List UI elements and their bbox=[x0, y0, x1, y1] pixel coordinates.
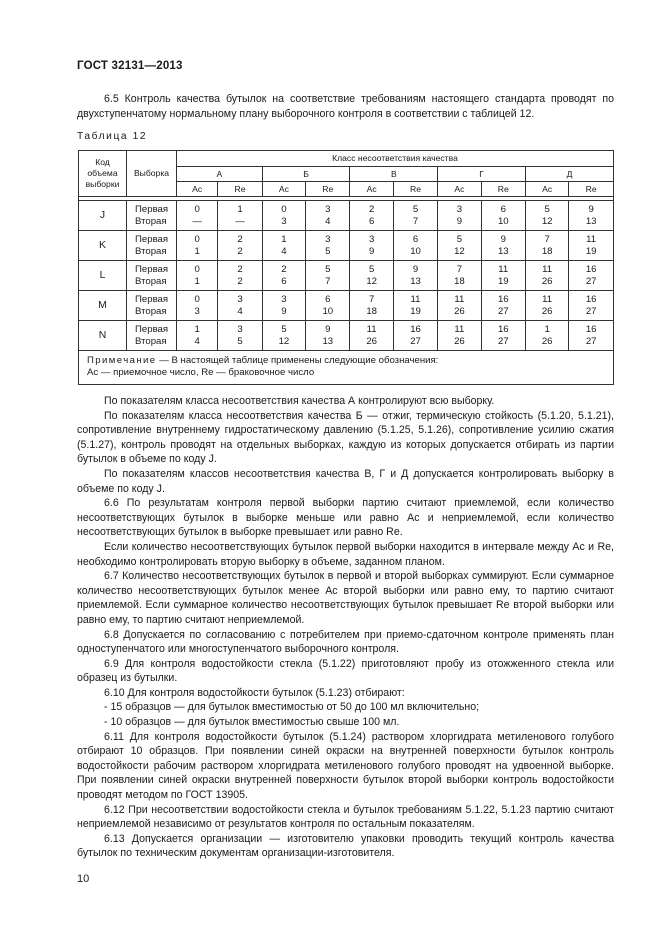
table-row bbox=[79, 231, 614, 261]
value-first: 3 bbox=[325, 233, 331, 245]
header-re: Re bbox=[306, 182, 350, 197]
cell-ac bbox=[525, 261, 568, 291]
table-header-row bbox=[79, 151, 614, 167]
cell-ac bbox=[177, 291, 218, 321]
value-first: 16 bbox=[585, 323, 597, 335]
value-first: 7 bbox=[368, 293, 375, 305]
kind-first: Первая bbox=[135, 233, 169, 245]
value-second: 13 bbox=[497, 245, 509, 257]
value-second: 12 bbox=[454, 245, 465, 257]
value-second: 18 bbox=[454, 275, 465, 287]
value-second: 27 bbox=[585, 275, 597, 287]
value-second: 4 bbox=[194, 335, 200, 347]
value-second: 10 bbox=[497, 215, 509, 227]
value-first: 3 bbox=[325, 203, 331, 215]
cell-code: N bbox=[79, 321, 127, 351]
value-second: 26 bbox=[541, 305, 553, 317]
cell-ac bbox=[262, 201, 305, 231]
kind-first: Первая bbox=[135, 203, 169, 215]
value-second: 4 bbox=[325, 215, 331, 227]
table-row bbox=[79, 321, 614, 351]
value-first: 6 bbox=[412, 233, 419, 245]
note-text: — В настоящей таблице применены следующие обозначения: bbox=[156, 355, 439, 367]
value-second: 1 bbox=[194, 275, 200, 287]
value-first: 9 bbox=[412, 263, 419, 275]
value-first: 2 bbox=[368, 203, 375, 215]
page-number: 10 bbox=[77, 873, 90, 885]
cell-ac bbox=[350, 231, 393, 261]
body-text bbox=[77, 394, 614, 861]
cell-ac bbox=[438, 201, 481, 231]
list-item: - 15 образцов — для бутылок вместимостью от 50 до 100 мл включительно; bbox=[104, 701, 480, 714]
value-second: 19 bbox=[497, 275, 509, 287]
header-re: Re bbox=[569, 182, 614, 197]
value-first: 16 bbox=[585, 263, 597, 275]
value-first: 11 bbox=[542, 263, 553, 275]
cell-kind bbox=[127, 291, 177, 321]
value-first: 1 bbox=[544, 323, 550, 335]
header-ac: Ac bbox=[262, 182, 305, 197]
value-second: 18 bbox=[366, 305, 377, 317]
value-first: 11 bbox=[366, 323, 377, 335]
cell-kind bbox=[127, 261, 177, 291]
cell-ac bbox=[525, 201, 568, 231]
cell-code: J bbox=[79, 201, 127, 231]
kind-first: Первая bbox=[135, 263, 169, 275]
value-second: 26 bbox=[366, 335, 377, 347]
paragraph-6-9: 6.9 Для контроля водостойкости стекла (5.1.22) приготовляют пробу из отожженного стекла или образец из бутылки. bbox=[77, 657, 614, 685]
cell-re bbox=[569, 261, 614, 291]
value-second: 9 bbox=[281, 305, 287, 317]
header-ac: Ac bbox=[350, 182, 393, 197]
cell-re bbox=[306, 201, 350, 231]
cell-re bbox=[481, 261, 525, 291]
paragraph: По показателям класса несоответствия качества А контролируют всю выборку. bbox=[104, 395, 495, 407]
value-second: 5 bbox=[325, 245, 331, 257]
value-second: 13 bbox=[410, 275, 421, 287]
value-second: 27 bbox=[410, 335, 421, 347]
value-first: 11 bbox=[454, 293, 465, 305]
cell-ac bbox=[438, 321, 481, 351]
kind-second: Вторая bbox=[135, 275, 167, 287]
table-row bbox=[79, 291, 614, 321]
cell-code: K bbox=[79, 231, 127, 261]
value-first: 7 bbox=[456, 263, 463, 275]
header-class-group: Класс несоответствия качества bbox=[177, 151, 614, 167]
paragraph-6-5: 6.5 Контроль качества бутылок на соответствие требованиям настоящего стандарта проводят по двухступенчатому нормальному плану выборочного контроля в соответствии с таблицей 12. bbox=[77, 93, 614, 120]
value-first: 5 bbox=[456, 233, 463, 245]
header-class-b: Б bbox=[262, 167, 350, 182]
cell-re bbox=[393, 201, 437, 231]
paragraph: Если количество несоответствующих бутылок первой выборки находится в интервале между Ac и Re, необходимо контролировать вторую выборку в объеме, заданном планом. bbox=[77, 540, 614, 568]
value-first: 1 bbox=[281, 233, 287, 245]
value-first: 16 bbox=[497, 323, 509, 335]
sampling-plan-table bbox=[78, 150, 614, 385]
value-first: 3 bbox=[237, 293, 243, 305]
value-first: 11 bbox=[498, 263, 509, 275]
value-first: 11 bbox=[410, 293, 421, 305]
value-second: 26 bbox=[541, 335, 553, 347]
header-re: Re bbox=[393, 182, 437, 197]
value-second: 4 bbox=[237, 305, 243, 317]
header-ac: Ac bbox=[525, 182, 568, 197]
cell-re bbox=[218, 291, 262, 321]
value-second: 27 bbox=[585, 335, 597, 347]
value-first: 5 bbox=[281, 323, 287, 335]
value-first: 3 bbox=[456, 203, 463, 215]
cell-re bbox=[569, 201, 614, 231]
value-second: 27 bbox=[497, 335, 509, 347]
paragraph-6-7: 6.7 Количество несоответствующих бутылок в первой и второй выборках суммируют. Если суммарное количество несоответствующих бутылок менее Ac второй выборки или равно ему, то партию считают приемлемой. Если суммарное количество несоответствующих бутылок превышает Re второй выборки или равно ему, то партию считают неприемлемой. bbox=[77, 570, 614, 626]
value-second: 19 bbox=[410, 305, 421, 317]
value-second: 27 bbox=[497, 305, 509, 317]
value-second: 26 bbox=[454, 305, 465, 317]
kind-second: Вторая bbox=[135, 215, 167, 227]
cell-re bbox=[569, 291, 614, 321]
value-first: 16 bbox=[410, 323, 421, 335]
kind-second: Вторая bbox=[135, 305, 167, 317]
cell-re bbox=[218, 261, 262, 291]
value-second: 4 bbox=[281, 245, 287, 257]
kind-second: Вторая bbox=[135, 335, 167, 347]
value-first: 0 bbox=[194, 293, 200, 305]
value-first: 11 bbox=[454, 323, 465, 335]
value-first: 6 bbox=[500, 203, 506, 215]
value-first: 2 bbox=[237, 263, 243, 275]
value-first: 5 bbox=[412, 203, 419, 215]
cell-code: M bbox=[79, 291, 127, 321]
cell-ac bbox=[177, 201, 218, 231]
value-second: 12 bbox=[541, 215, 553, 227]
cell-ac bbox=[177, 321, 218, 351]
cell-re bbox=[306, 321, 350, 351]
cell-re bbox=[306, 291, 350, 321]
cell-ac bbox=[262, 261, 305, 291]
value-first: 5 bbox=[325, 263, 331, 275]
cell-re bbox=[218, 231, 262, 261]
cell-ac bbox=[438, 231, 481, 261]
cell-ac bbox=[350, 201, 393, 231]
value-second: — bbox=[192, 215, 202, 227]
header-class-a: А bbox=[177, 167, 263, 182]
paragraph-6-8: 6.8 Допускается по согласованию с потребителем при приемо-сдаточном контроле применять план одноступенчатого или многоступенчатого выборочного контроля. bbox=[77, 628, 614, 656]
value-first: 3 bbox=[237, 323, 243, 335]
value-second: 10 bbox=[410, 245, 421, 257]
cell-re bbox=[393, 321, 437, 351]
cell-re bbox=[569, 321, 614, 351]
value-second: 1 bbox=[194, 245, 200, 257]
value-second: 26 bbox=[454, 335, 465, 347]
cell-re bbox=[393, 231, 437, 261]
header-class-d: Д bbox=[525, 167, 613, 182]
value-first: 7 bbox=[544, 233, 550, 245]
cell-ac bbox=[525, 291, 568, 321]
cell-code: L bbox=[79, 261, 127, 291]
value-second: 2 bbox=[237, 245, 243, 257]
cell-ac bbox=[350, 291, 393, 321]
value-first: 16 bbox=[585, 293, 597, 305]
kind-second: Вторая bbox=[135, 245, 167, 257]
table-note-row bbox=[79, 351, 614, 385]
value-first: 16 bbox=[497, 293, 509, 305]
header-code: Код объема выборки bbox=[79, 151, 127, 197]
value-second: 2 bbox=[237, 275, 243, 287]
header-ac: Ac bbox=[177, 182, 218, 197]
value-second: 6 bbox=[368, 215, 375, 227]
value-first: 1 bbox=[237, 203, 243, 215]
value-second: 9 bbox=[456, 215, 463, 227]
value-second: 12 bbox=[366, 275, 377, 287]
value-second: 13 bbox=[322, 335, 334, 347]
cell-re bbox=[481, 201, 525, 231]
value-first: 9 bbox=[588, 203, 594, 215]
paragraph-6-10: 6.10 Для контроля водостойкости бутылок (5.1.23) отбирают: bbox=[104, 686, 405, 699]
paragraph-6-6: 6.6 По результатам контроля первой выборки партию считают приемлемой, если количество несоответствующих бутылок в выборке меньше или равно Ac и неприемлемой, если количество несоответствующих бутылок в выборке превышает или равно Re. bbox=[77, 497, 614, 539]
cell-kind bbox=[127, 231, 177, 261]
cell-ac bbox=[438, 291, 481, 321]
cell-kind bbox=[127, 321, 177, 351]
value-second: — bbox=[235, 215, 245, 227]
cell-ac bbox=[525, 321, 568, 351]
value-first: 0 bbox=[194, 203, 200, 215]
kind-first: Первая bbox=[135, 293, 169, 305]
cell-re bbox=[218, 201, 262, 231]
cell-kind bbox=[127, 201, 177, 231]
note-line2: Ac — приемочное число, Re — браковочное число bbox=[87, 367, 315, 378]
cell-ac bbox=[262, 321, 305, 351]
header-class-g: Г bbox=[438, 167, 526, 182]
value-second: 19 bbox=[585, 245, 597, 257]
list-item: - 10 образцов — для бутылок вместимостью свыше 100 мл. bbox=[104, 716, 400, 729]
cell-re bbox=[569, 231, 614, 261]
cell-ac bbox=[262, 231, 305, 261]
value-second: 9 bbox=[368, 245, 375, 257]
header-re: Re bbox=[481, 182, 525, 197]
value-first: 3 bbox=[368, 233, 375, 245]
value-first: 2 bbox=[281, 263, 287, 275]
paragraph-6-11: 6.11 Для контроля водостойкости бутылок (5.1.24) раствором хлоргидрата метиленового голубого отбирают 10 образцов. При появлении синей окраски на внутренней поверхности бутылок контроль водостойкости рабочим раствором хлоргидрата метиленового голубого проводят на удвоенной выборке. При появлении синей окраски внутренней поверхности бутылок второй выборки контроль водостойкости проводят методом по ГОСТ 13905. bbox=[77, 730, 614, 802]
value-second: 5 bbox=[237, 335, 243, 347]
cell-ac bbox=[350, 261, 393, 291]
cell-re bbox=[393, 261, 437, 291]
table-row bbox=[79, 261, 614, 291]
value-first: 6 bbox=[325, 293, 331, 305]
value-first: 9 bbox=[325, 323, 331, 335]
cell-ac bbox=[350, 321, 393, 351]
table-row bbox=[79, 201, 614, 231]
value-second: 7 bbox=[412, 215, 419, 227]
value-first: 1 bbox=[194, 323, 200, 335]
paragraph-6-12: 6.12 При несоответствии водостойкости стекла и бутылок требованиям 5.1.22, 5.1.23 партию считают неприемлемой независимо от результатов контроля по остальным показателям. bbox=[77, 803, 614, 831]
value-first: 5 bbox=[368, 263, 375, 275]
cell-ac bbox=[177, 231, 218, 261]
header-re: Re bbox=[218, 182, 262, 197]
kind-first: Первая bbox=[135, 323, 169, 335]
header-kind: Выборка bbox=[127, 151, 177, 197]
cell-re bbox=[481, 291, 525, 321]
cell-ac bbox=[438, 261, 481, 291]
value-second: 13 bbox=[585, 215, 597, 227]
paragraph-6-13: 6.13 Допускается организации — изготовителю упаковки проводить текущий контроль качества бутылок по техническим документам организации-изготовителя. bbox=[77, 832, 614, 860]
value-first: 0 bbox=[194, 263, 200, 275]
paragraph: По показателям классов несоответствия качества В, Г и Д допускается контролировать выборку в объеме по коду J. bbox=[77, 467, 614, 495]
value-second: 3 bbox=[281, 215, 287, 227]
value-first: 0 bbox=[194, 233, 200, 245]
value-first: 0 bbox=[281, 203, 287, 215]
value-second: 26 bbox=[541, 275, 553, 287]
header-ac: Ac bbox=[438, 182, 481, 197]
value-second: 18 bbox=[541, 245, 553, 257]
cell-ac bbox=[525, 231, 568, 261]
paragraph: По показателям класса несоответствия качества Б — отжиг, термическую стойкость (5.1.20, 5.1.21), сопротивление внутреннему гидростатическому давлению (5.1.25, 5.1.26), сопротивление усилию сжатия (5.1.27), контроль проводят на отдельных выборках, каждую из которых допускается отбирать из партии бутылок в объеме по коду J. bbox=[77, 409, 614, 466]
cell-re bbox=[218, 321, 262, 351]
header-class-v: В bbox=[350, 167, 438, 182]
value-first: 9 bbox=[500, 233, 506, 245]
value-second: 6 bbox=[281, 275, 287, 287]
intro-paragraph bbox=[77, 92, 614, 121]
table-caption: Таблица 12 bbox=[77, 131, 148, 142]
value-first: 11 bbox=[542, 293, 553, 305]
table-note bbox=[79, 351, 614, 385]
cell-re bbox=[481, 231, 525, 261]
cell-re bbox=[306, 231, 350, 261]
value-second: 3 bbox=[194, 305, 200, 317]
cell-re bbox=[393, 291, 437, 321]
value-second: 10 bbox=[322, 305, 334, 317]
value-first: 3 bbox=[281, 293, 287, 305]
value-first: 2 bbox=[237, 233, 243, 245]
standard-header: ГОСТ 32131—2013 bbox=[77, 60, 183, 72]
cell-ac bbox=[177, 261, 218, 291]
cell-re bbox=[481, 321, 525, 351]
value-second: 7 bbox=[325, 275, 331, 287]
cell-ac bbox=[262, 291, 305, 321]
value-first: 11 bbox=[586, 233, 597, 245]
value-second: 27 bbox=[585, 305, 597, 317]
value-first: 5 bbox=[544, 203, 550, 215]
cell-re bbox=[306, 261, 350, 291]
note-label: Примечание bbox=[87, 355, 157, 367]
value-second: 12 bbox=[278, 335, 290, 347]
